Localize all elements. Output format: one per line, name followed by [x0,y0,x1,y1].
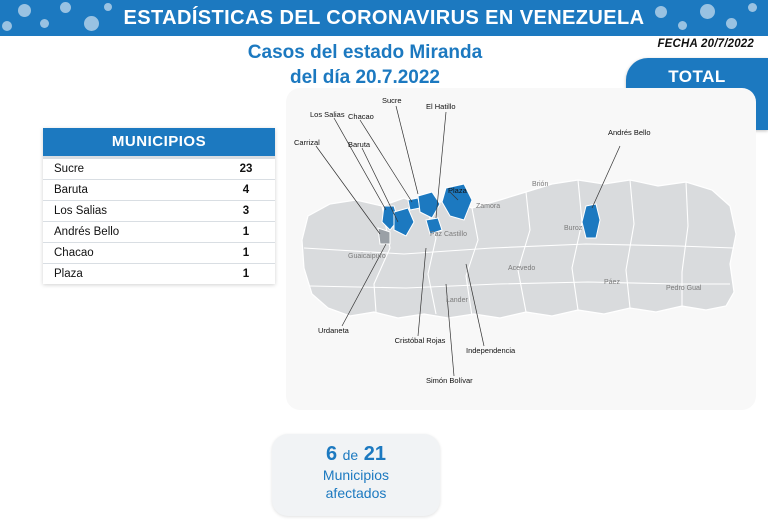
map-label-brion: Brión [532,181,549,188]
table-row [43,159,275,180]
map-base-shape [302,180,736,318]
table-header: MUNICIPIOS [43,128,275,159]
map-callout-andres-bello-line1: Andrés Bello [608,128,651,137]
municipio-value: 4 [242,184,250,196]
map-callout-andres-bello [608,128,651,137]
affected-counts [272,443,440,466]
subtitle-line-2: del día 20.7.2022 [290,67,440,88]
map-label-guaicaipuro: Guaicaipuro [348,253,386,260]
miranda-state-map [286,88,756,410]
map-callout-el-hatillo: El Hatillo [426,102,456,111]
affected-separator: de [342,447,359,463]
map-callout-simon-bolivar: Simón Bolívar [426,376,473,385]
municipio-name: Chacao [54,247,94,259]
map-panel [286,88,756,410]
affected-label-line-2: afectados [325,485,387,501]
map-label-paez: Páez [604,279,620,286]
affected-total: 21 [363,443,387,465]
table-row [43,201,275,222]
table-row [43,264,275,284]
total-label: TOTAL [668,67,726,86]
map-label-pedro-gual: Pedro Gual [666,285,702,292]
map-callout-sucre: Sucre [382,96,402,105]
map-callout-cristobal-rojas: Cristóbal Rojas [394,336,446,345]
municipio-value: 1 [242,226,250,238]
affected-count: 6 [325,443,338,465]
municipios-table [43,128,275,284]
municipio-name: Plaza [54,268,83,280]
map-callout-chacao: Chacao [348,112,374,121]
map-callout-los-salias: Los Salias [310,110,345,119]
map-callout-plaza: Plaza [448,186,467,195]
subtitle [150,40,580,90]
table-row [43,222,275,243]
municipio-value: 3 [242,205,250,217]
municipio-value: 23 [239,163,253,175]
municipio-value: 1 [242,247,250,259]
table-row [43,180,275,201]
page-header [0,0,768,36]
table-row [43,243,275,264]
municipio-name: Baruta [54,184,88,196]
subtitle-line-1: Casos del estado Miranda [247,42,483,63]
map-label-paz-castillo: Paz Castillo [430,231,467,238]
map-callout-urdaneta: Urdaneta [318,326,349,335]
affected-municipios-badge [272,434,440,516]
municipio-value: 1 [242,268,250,280]
map-callout-carrizal: Carrizal [294,138,320,147]
municipio-name: Andrés Bello [54,226,120,238]
map-label-acevedo: Acevedo [508,265,536,272]
municipio-name: Sucre [54,163,85,175]
map-label-zamora: Zamora [476,203,501,210]
map-callout-independencia: Independencia [466,346,516,355]
municipio-name: Los Salias [54,205,108,217]
map-label-lander: Lander [446,297,468,304]
map-label-buroz: Buroz [564,225,583,232]
affected-label-line-1: Municipios [322,467,390,483]
page-title: ESTADÍSTICAS DEL CORONAVIRUS EN VENEZUELA [123,7,645,29]
date-stamp: FECHA 20/7/2022 [657,38,754,50]
map-callout-baruta: Baruta [348,140,371,149]
